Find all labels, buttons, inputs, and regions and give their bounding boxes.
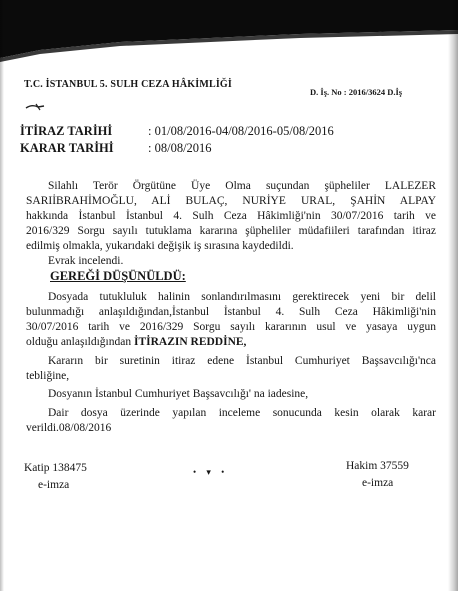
paragraph-line: 2016/329 Sorgu sayılı tutuklama kararına şüpheliler müdafiileri tarafından itiraz xyxy=(26,225,436,237)
objection-date-value: : 01/08/2016-04/08/2016-05/08/2016 xyxy=(148,124,334,138)
paragraph-line-text: olduğu anlaşıldığından xyxy=(26,336,134,348)
paragraph-3 xyxy=(26,354,436,384)
scanner-shadow xyxy=(0,0,458,62)
paragraph-line: Dosyanın İstanbul Cumhuriyet Başsavcılığı' na iadesine, xyxy=(48,388,309,400)
paragraph-line: bulunmadığı anlaşıldığından,İstanbul İstanbul 4. Sulh Ceza Hâkimliği'nin xyxy=(26,306,436,318)
ruling-text: İTİRAZIN REDDİNE, xyxy=(133,336,247,348)
paragraph-4 xyxy=(26,387,436,402)
clerk-title: Katip 138475 xyxy=(24,462,87,474)
scan-edge-right xyxy=(448,0,458,591)
judge-esign: e-imza xyxy=(362,477,394,489)
judge-title: Hakim 37559 xyxy=(346,460,409,472)
objection-date-label: İTİRAZ TARİHİ xyxy=(20,124,113,138)
scan-specks: • ▾ • xyxy=(193,467,229,477)
evrak-incelendi: Evrak incelendi. xyxy=(48,255,124,267)
paragraph-line: tebliğine, xyxy=(26,370,70,382)
paragraph-line: edilmiş olmakla, yukarıdaki değişik iş sırasına kaydedildi. xyxy=(26,240,294,252)
paragraph-line: hakkında İstanbul İstanbul 4. Sulh Ceza Hâkimliği'nin 30/07/2016 tarih ve xyxy=(26,210,436,222)
paragraph-line: Dosyada tutukluluk halinin sonlandırılmasını gerektirecek yeni bir delil xyxy=(48,291,436,303)
paragraph-line: Dair dosya üzerinde yapılan inceleme sonucunda kesin olarak karar xyxy=(48,407,436,419)
scan-edge-left xyxy=(0,0,4,591)
clerk-signature xyxy=(24,460,87,494)
paragraph-line: verildi.08/08/2016 xyxy=(26,422,112,434)
judge-signature xyxy=(346,458,409,492)
paragraph-1 xyxy=(26,179,436,269)
file-number: D. İş. No : 2016/3624 D.İş xyxy=(310,87,403,97)
paragraph-line: Silahlı Terör Örgütüne Üye Olma suçundan şüpheliler LALEZER xyxy=(48,180,436,192)
paragraph-2 xyxy=(26,290,436,350)
paragraph-line xyxy=(26,335,436,350)
court-name: T.C. İSTANBUL 5. SULH CEZA HÂKİMLİĞİ xyxy=(24,79,232,90)
paragraph-line: Kararın bir suretinin itiraz edene İstanbul Cumhuriyet Başsavcılığı'nca xyxy=(48,355,436,367)
section-heading: GEREĞİ DÜŞÜNÜLDÜ: xyxy=(50,269,186,283)
decision-date-label: KARAR TARİHİ xyxy=(20,141,114,155)
paragraph-line: 30/07/2016 tarih ve 2016/329 Sorgu sayılı kararının usul ve yasaya uygun xyxy=(26,321,436,333)
decision-date-value: : 08/08/2016 xyxy=(148,141,212,155)
clerk-esign: e-imza xyxy=(38,479,70,491)
decision-date-row xyxy=(20,141,212,156)
objection-date-row xyxy=(20,124,334,139)
handwritten-mark xyxy=(24,102,46,112)
paragraph-5 xyxy=(26,406,436,436)
paragraph-line: SARIİBRAHİMOĞLU, ALİ BULAÇ, NURİYE URAL, ŞAHİN ALPAY xyxy=(26,195,436,207)
